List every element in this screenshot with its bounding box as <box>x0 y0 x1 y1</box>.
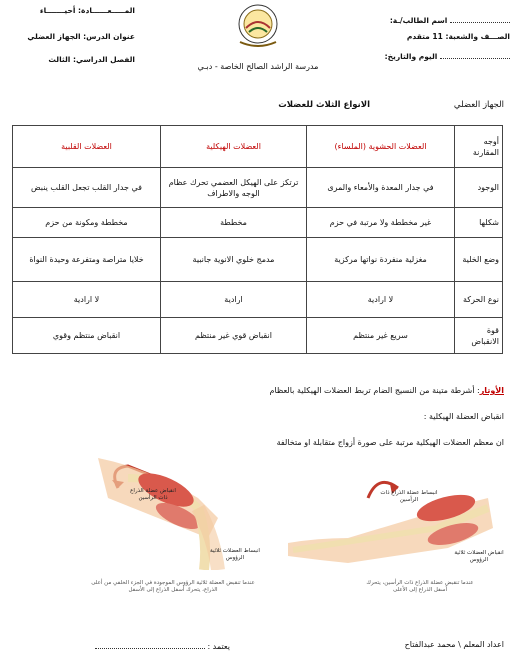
table-cell: غير مخططة ولا مرتبة في حزم <box>307 208 455 238</box>
table-cell: ترتكز على الهيكل العضمي تحرك عظام الوجه والاطراف <box>161 168 307 208</box>
left-caption: عندما تنقبض العضلة ثلاثية الرؤوس الموجودة في الجزء الخلفي من أعلى الذراع، يتحرك أسفل الذراع إلى الأسفل <box>91 580 255 593</box>
school-logo <box>232 2 284 50</box>
table-cell: مخططة <box>161 208 307 238</box>
table-cell: خلايا متراصة ومتفرعة وحيدة النواة <box>13 238 161 282</box>
table-cell: مدمج خلوي الانوية جانبية <box>161 238 307 282</box>
student-name-label <box>370 14 510 26</box>
date-label <box>370 50 510 62</box>
footer-prepared-by: اعداد المعلم \ محمد عبدالفتاح <box>404 640 504 649</box>
table-cell: لا ارادية <box>307 282 455 318</box>
tendons-text: : أشرطة متينة من النسيج الضام تربط العضلات الهيكلية بالعظام <box>269 386 480 395</box>
table-header: العضلات الحشوية (الملساء) <box>307 126 455 168</box>
row-label: قوة الانقباض <box>455 318 503 354</box>
table-cell: في جدار القلب تجعل القلب ينبض <box>13 168 161 208</box>
table-row <box>13 168 503 208</box>
table-cell: مغزلية منفردة نواتها مركزية <box>307 238 455 282</box>
table-cell: انقباض منتظم وقوي <box>13 318 161 354</box>
table-header: أوجه المقارنة <box>455 126 503 168</box>
approved-label: يعتمد : <box>207 642 230 651</box>
contraction-heading: انقباض العضلة الهيكلية : <box>423 412 504 421</box>
row-label: شكلها <box>455 208 503 238</box>
lesson-label: عنوان الدرس: الجهاز العضلي <box>27 32 135 41</box>
term-label: الفصل الدراسي: الثالث <box>48 55 135 64</box>
row-label: نوع الحركة <box>455 282 503 318</box>
right-label-bottom: انقباض العضلات ثلاثية الرؤوس <box>454 550 504 563</box>
row-label: الوجود <box>455 168 503 208</box>
row-label: وضع الخلية <box>455 238 503 282</box>
table-header: العضلات الهيكلية <box>161 126 307 168</box>
date-label-text: اليوم والتاريخ: <box>384 52 438 61</box>
table-cell: ارادية <box>161 282 307 318</box>
table-row <box>13 318 503 354</box>
table-cell: لا ارادية <box>13 282 161 318</box>
page-title: الانواع الثلاث للعضلات <box>278 100 370 110</box>
right-caption: عندما تنقبض عضلة الذراع ذات الرأسين، يتحرك أسفل الذراع إلى الأعلى <box>366 580 474 593</box>
table-row <box>13 208 503 238</box>
table-cell: في جدار المعدة والأمعاء والمرى <box>307 168 455 208</box>
teacher-label: المـــــعــــــادة: أحيـــــــاء <box>39 6 135 15</box>
tendons-definition <box>100 386 504 395</box>
grade-label: الصـــف والشعبة: 11 متقدم <box>406 32 510 41</box>
left-label-bottom: انبساط العضلات ثلاثية الرؤوس <box>210 548 260 561</box>
table-header-row <box>13 126 503 168</box>
table-row <box>13 238 503 282</box>
table-cell: سريع غير منتظم <box>307 318 455 354</box>
footer-approved <box>40 640 230 651</box>
table-row <box>13 282 503 318</box>
left-label-top: انقباض عضلة الذراع ذات الرأسين <box>130 488 176 501</box>
right-label-top: انبساط عضلة الذراع ذات الرأسين <box>380 490 438 503</box>
contraction-text: ان معظم العضلات الهيكلية مرتبة على صورة أزواج متقابلة او متخالفة <box>276 438 504 447</box>
student-label-text: اسم الطالب/ـة: <box>389 16 448 25</box>
table-header: العضلات القلبية <box>13 126 161 168</box>
school-name: مدرسة الراشد الصالح الخاصة - دبـي <box>197 62 319 71</box>
comparison-table <box>12 125 503 354</box>
table-cell: انقباض قوي غير منتظم <box>161 318 307 354</box>
topic-label: الجهاز العضلي <box>453 100 504 110</box>
table-cell: مخططة ومكونة من حزم <box>13 208 161 238</box>
tendons-term: الأوتار <box>479 386 504 395</box>
